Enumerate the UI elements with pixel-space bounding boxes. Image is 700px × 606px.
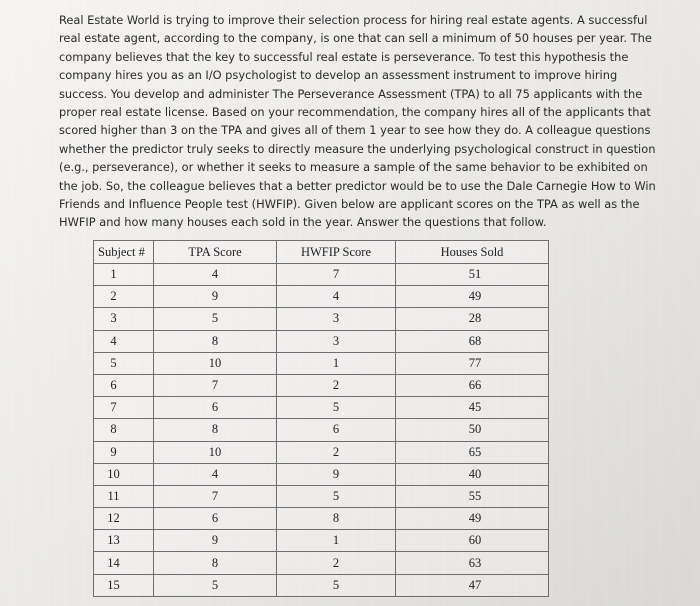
table-row xyxy=(94,308,549,330)
cell-subject: 10 xyxy=(94,463,154,485)
table-row xyxy=(94,552,549,574)
table-row xyxy=(94,374,549,396)
table-row xyxy=(94,264,549,286)
table-body xyxy=(94,264,549,597)
cell-houses: 49 xyxy=(396,286,549,308)
table-row xyxy=(94,508,549,530)
cell-hwfip: 9 xyxy=(277,463,396,485)
cell-houses: 51 xyxy=(396,264,549,286)
cell-tpa: 5 xyxy=(154,574,277,596)
cell-hwfip: 8 xyxy=(277,508,396,530)
table-row xyxy=(94,330,549,352)
cell-tpa: 8 xyxy=(154,419,277,441)
table-row xyxy=(94,574,549,596)
cell-subject: 11 xyxy=(94,485,154,507)
cell-tpa: 4 xyxy=(154,264,277,286)
cell-subject: 12 xyxy=(94,508,154,530)
cell-subject: 1 xyxy=(94,264,154,286)
cell-houses: 60 xyxy=(396,530,549,552)
table-header-row xyxy=(94,241,549,264)
cell-hwfip: 2 xyxy=(277,552,396,574)
cell-tpa: 8 xyxy=(154,330,277,352)
cell-subject: 2 xyxy=(94,286,154,308)
cell-subject: 6 xyxy=(94,374,154,396)
table-row xyxy=(94,463,549,485)
table-row xyxy=(94,530,549,552)
cell-hwfip: 2 xyxy=(277,441,396,463)
cell-tpa: 4 xyxy=(154,463,277,485)
cell-subject: 7 xyxy=(94,397,154,419)
table-row xyxy=(94,441,549,463)
cell-hwfip: 5 xyxy=(277,485,396,507)
header-subject: Subject # xyxy=(94,241,154,264)
header-hwfip-score: HWFIP Score xyxy=(277,241,396,264)
cell-tpa: 10 xyxy=(154,441,277,463)
cell-houses: 47 xyxy=(396,574,549,596)
cell-subject: 3 xyxy=(94,308,154,330)
cell-hwfip: 3 xyxy=(277,330,396,352)
cell-houses: 63 xyxy=(396,552,549,574)
cell-tpa: 7 xyxy=(154,374,277,396)
cell-tpa: 6 xyxy=(154,508,277,530)
cell-subject: 14 xyxy=(94,552,154,574)
cell-houses: 40 xyxy=(396,463,549,485)
cell-subject: 9 xyxy=(94,441,154,463)
cell-subject: 15 xyxy=(94,574,154,596)
cell-hwfip: 1 xyxy=(277,530,396,552)
cell-tpa: 6 xyxy=(154,397,277,419)
cell-hwfip: 5 xyxy=(277,397,396,419)
cell-houses: 50 xyxy=(396,419,549,441)
cell-hwfip: 3 xyxy=(277,308,396,330)
cell-houses: 65 xyxy=(396,441,549,463)
question-paragraph: Real Estate World is trying to improve their selection process for hiring real estate agents. A successful real estate agent, according to the company, is one that can sell a minimum of 50 houses per year. The company believes that the key to successful real estate is perseverance. To test this hypothesis the company hires you as an I/O psychologist to develop an assessment instrument to improve hiring success. You develop and administer The Perseverance Assessment (TPA) to all 75 applicants with the proper real estate license. Based on your recommendation, the company hires all of the applicants that scored higher than 3 on the TPA and gives all of them 1 year to see how they do. A colleague questions whether the predictor truly seeks to directly measure the underlying psychological construct in question (e.g., perseverance), or whether it seeks to measure a sample of the same behavior to be exhibited on the job. So, the colleague believes that a better predictor would be to use the Dale Carnegie How to Win Friends and Influence People test (HWFIP). Given below are applicant scores on the TPA as well as the HWFIP and how many houses each sold in the year. Answer the questions that follow. xyxy=(59,13,656,230)
cell-tpa: 9 xyxy=(154,530,277,552)
cell-tpa: 8 xyxy=(154,552,277,574)
cell-tpa: 9 xyxy=(154,286,277,308)
cell-houses: 77 xyxy=(396,352,549,374)
cell-hwfip: 1 xyxy=(277,352,396,374)
cell-subject: 13 xyxy=(94,530,154,552)
table-row xyxy=(94,352,549,374)
cell-subject: 8 xyxy=(94,419,154,441)
cell-subject: 5 xyxy=(94,352,154,374)
header-tpa-score: TPA Score xyxy=(154,241,277,264)
table-row xyxy=(94,419,549,441)
cell-houses: 55 xyxy=(396,485,549,507)
cell-houses: 28 xyxy=(396,308,549,330)
table-row xyxy=(94,485,549,507)
cell-tpa: 5 xyxy=(154,308,277,330)
cell-hwfip: 5 xyxy=(277,574,396,596)
cell-hwfip: 2 xyxy=(277,374,396,396)
cell-houses: 45 xyxy=(396,397,549,419)
cell-houses: 68 xyxy=(396,330,549,352)
cell-hwfip: 4 xyxy=(277,286,396,308)
table-row xyxy=(94,286,549,308)
cell-houses: 66 xyxy=(396,374,549,396)
table-row xyxy=(94,397,549,419)
cell-houses: 49 xyxy=(396,508,549,530)
cell-tpa: 10 xyxy=(154,352,277,374)
header-houses-sold: Houses Sold xyxy=(396,241,549,264)
cell-subject: 4 xyxy=(94,330,154,352)
cell-hwfip: 7 xyxy=(277,264,396,286)
cell-hwfip: 6 xyxy=(277,419,396,441)
cell-tpa: 7 xyxy=(154,485,277,507)
applicant-scores-table xyxy=(93,240,549,597)
